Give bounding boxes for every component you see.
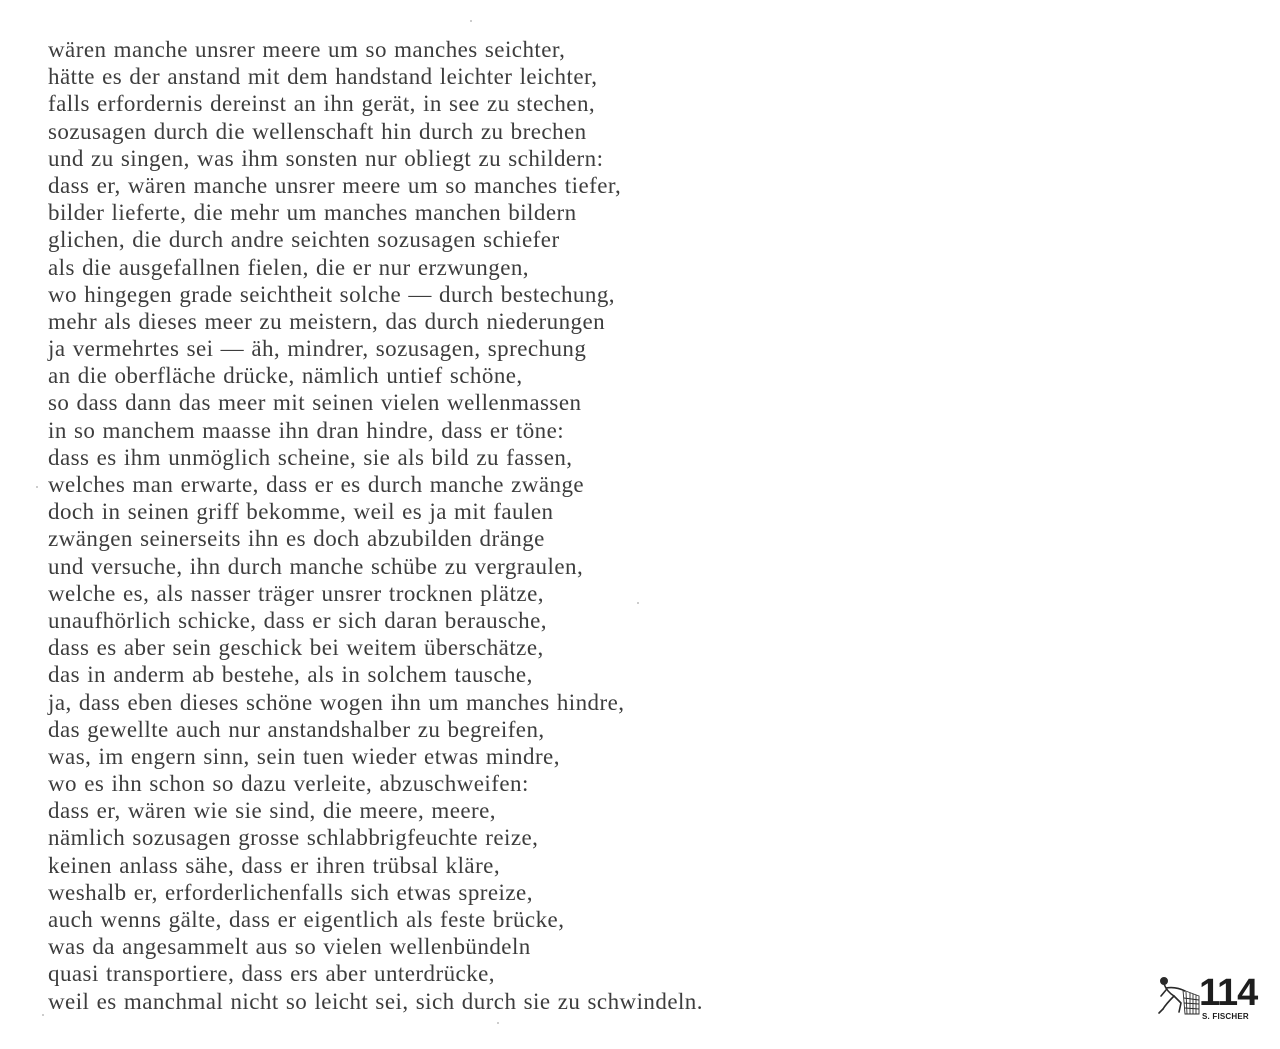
- poem-line: glichen, die durch andre seichten sozusagen schiefer: [48, 227, 560, 253]
- scan-speck: [470, 20, 472, 22]
- poem-line: zwängen seinerseits ihn es doch abzubilden dränge: [48, 526, 545, 552]
- poem-line: so dass dann das meer mit seinen vielen wellenmassen: [48, 390, 582, 416]
- poem-line: in so manchem maasse ihn dran hindre, dass er töne:: [48, 417, 565, 443]
- poem-line: und versuche, ihn durch manche schübe zu vergraulen,: [48, 553, 584, 579]
- scan-speck: [36, 486, 38, 488]
- poem-line: sozusagen durch die wellenschaft hin durch zu brechen: [48, 118, 587, 144]
- scan-speck: [42, 1014, 44, 1016]
- poem-line: dass es aber sein geschick bei weitem überschätze,: [48, 635, 544, 661]
- poem-text: [48, 36, 703, 1015]
- poem-line: mehr als dieses meer zu meistern, das durch niederungen: [48, 308, 606, 334]
- poem-line: weshalb er, erforderlichenfalls sich etwas spreize,: [48, 879, 533, 905]
- poem-line: welches man erwarte, dass er es durch manche zwänge: [48, 472, 585, 497]
- poem-line: das in anderm ab bestehe, als in solchem tausche,: [48, 662, 533, 688]
- poem-line: nämlich sozusagen grosse schlabbrigfeuchte reize,: [48, 825, 539, 851]
- poem-line: was da angesammelt aus so vielen wellenbündeln: [48, 934, 531, 960]
- poem-line: quasi transportiere, dass ers aber unterdrücke,: [48, 961, 496, 987]
- poem-line: wären manche unsrer meere um so manches seichter,: [48, 37, 566, 62]
- poem-line: auch wenns gälte, dass er eigentlich als feste brücke,: [48, 907, 565, 932]
- poem-line: ja, dass eben dieses schöne wogen ihn um manches hindre,: [48, 689, 625, 715]
- poem-line: unaufhörlich schicke, dass er sich daran berausche,: [48, 607, 547, 633]
- publisher-mark: [1155, 972, 1258, 1024]
- poem-line: welche es, als nasser träger unsrer trocknen plätze,: [48, 580, 544, 606]
- poem-line: falls erfordernis dereinst an ihn gerät, in see zu stechen,: [48, 91, 596, 117]
- fisherman-icon: [1155, 974, 1201, 1018]
- poem-line: wo es ihn schon so dazu verleite, abzuschweifen:: [48, 771, 529, 797]
- poem-line: keinen anlass sähe, dass er ihren trübsal kläre,: [48, 852, 501, 878]
- poem-line: an die oberfläche drücke, nämlich untief schöne,: [48, 363, 523, 389]
- poem-line: wo hingegen grade seichtheit solche — durch bestechung,: [48, 281, 615, 307]
- poem-line: dass er, wären manche unsrer meere um so manches tiefer,: [48, 172, 622, 198]
- poem-line: und zu singen, was ihm sonsten nur obliegt zu schildern:: [48, 145, 604, 171]
- poem-line: bilder lieferte, die mehr um manches manchen bildern: [48, 200, 577, 226]
- poem-line: was, im engern sinn, sein tuen wieder etwas mindre,: [48, 743, 560, 769]
- scan-speck: [497, 1022, 499, 1024]
- poem-line: dass er, wären wie sie sind, die meere, meere,: [48, 798, 496, 824]
- poem-line: hätte es der anstand mit dem handstand leichter leichter,: [48, 64, 598, 90]
- poem-line: als die ausgefallnen fielen, die er nur erzwungen,: [48, 254, 529, 280]
- poem-line: weil es manchmal nicht so leicht sei, sich durch sie zu schwindeln.: [48, 988, 703, 1014]
- publisher-name: S. FISCHER: [1202, 1012, 1249, 1021]
- poem-line: dass es ihm unmöglich scheine, sie als bild zu fassen,: [48, 444, 573, 470]
- poem-line: doch in seinen griff bekomme, weil es ja mit faulen: [48, 499, 554, 525]
- poem-line: das gewellte auch nur anstandshalber zu begreifen,: [48, 716, 545, 742]
- poem-line: ja vermehrtes sei — äh, mindrer, sozusagen, sprechung: [48, 336, 587, 362]
- scan-speck: [637, 602, 639, 604]
- page-number: 114: [1199, 972, 1258, 1014]
